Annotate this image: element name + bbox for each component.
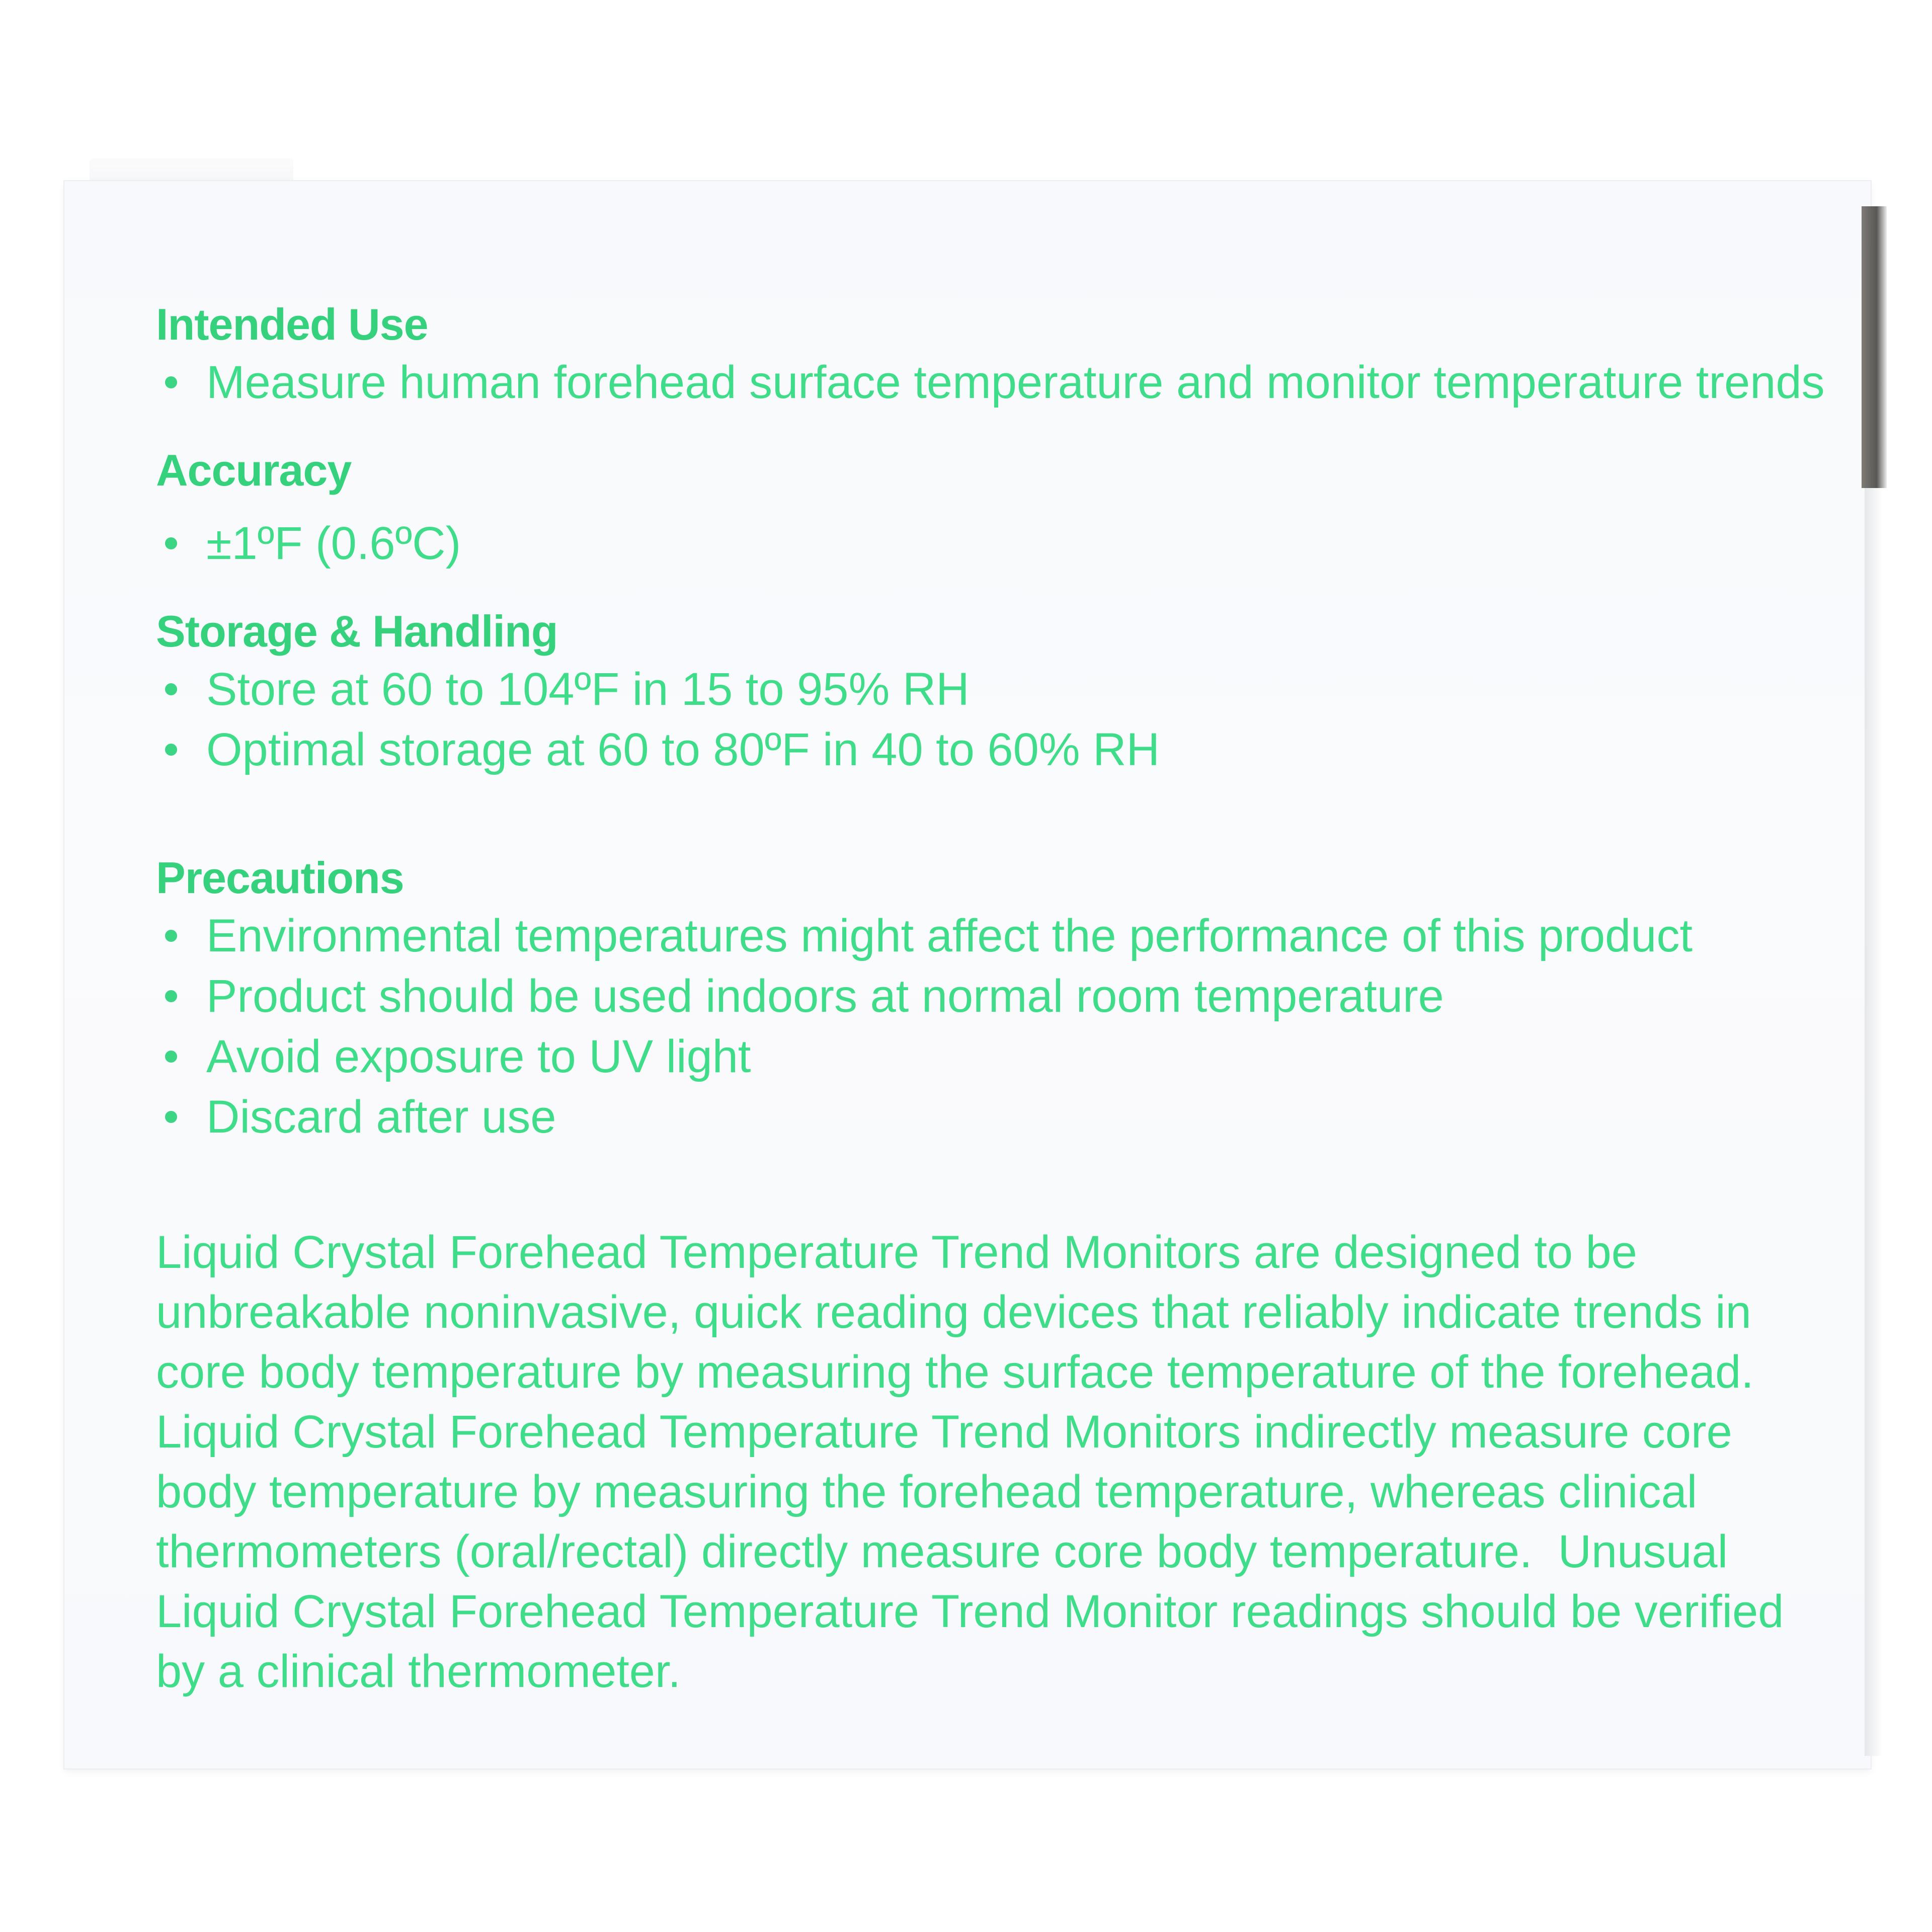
- bullet-item: [156, 659, 1816, 719]
- section-intended-use: [156, 297, 1825, 413]
- section-title: Intended Use: [156, 299, 428, 349]
- box-right-edge-lower: [1865, 488, 1883, 1756]
- paragraph-line: Liquid Crystal Forehead Temperature Trend Monitors are designed to be: [156, 1227, 1637, 1278]
- bullet-text: Avoid exposure to UV light: [206, 1031, 751, 1082]
- bullet-dot-icon: [165, 930, 177, 942]
- bullet-dot-icon: [165, 683, 177, 695]
- paragraph-line: Liquid Crystal Forehead Temperature Trend Monitors indirectly measure core: [156, 1406, 1732, 1458]
- bullet-dot-icon: [165, 744, 177, 756]
- section-storage-handling: [156, 604, 1816, 780]
- bullet-dot-icon: [165, 1051, 177, 1063]
- bullet-list: [156, 352, 1825, 413]
- section-accuracy: [156, 443, 1816, 574]
- bullet-list: [156, 659, 1816, 780]
- section-title: Accuracy: [156, 445, 352, 495]
- paragraph-line: by a clinical thermometer.: [156, 1646, 681, 1697]
- bullet-item: [156, 1026, 1816, 1087]
- section-precautions: [156, 850, 1816, 1147]
- box-right-edge: [1862, 206, 1887, 488]
- bullet-item: [156, 352, 1825, 413]
- description-paragraph: [156, 1223, 1784, 1702]
- bullet-text: Optimal storage at 60 to 80ºF in 40 to 60% RH: [206, 724, 1160, 775]
- paragraph-line: unbreakable noninvasive, quick reading devices that reliably indicate trends in: [156, 1286, 1751, 1338]
- bullet-dot-icon: [165, 1111, 177, 1123]
- bullet-text: Measure human forehead surface temperature and monitor temperature trends: [206, 357, 1825, 408]
- bullet-text: Environmental temperatures might affect the performance of this product: [206, 910, 1693, 961]
- section-title: Precautions: [156, 853, 404, 903]
- bullet-item: [156, 906, 1816, 966]
- paragraph-line: body temperature by measuring the forehead temperature, whereas clinical: [156, 1466, 1698, 1517]
- bullet-item: [156, 1087, 1816, 1147]
- bullet-item: [156, 513, 1816, 574]
- paragraph-line: thermometers (oral/rectal) directly measure core body temperature. Unusual: [156, 1526, 1728, 1577]
- bullet-text: Discard after use: [206, 1091, 556, 1143]
- bullet-dot-icon: [165, 990, 177, 1002]
- bullet-item: [156, 719, 1816, 780]
- bullet-text: ±1ºF (0.6ºC): [206, 518, 461, 569]
- section-title: Storage & Handling: [156, 606, 558, 656]
- bullet-list: [156, 906, 1816, 1147]
- bullet-text: Store at 60 to 104ºF in 15 to 95% RH: [206, 664, 970, 715]
- paragraph-line: Liquid Crystal Forehead Temperature Trend Monitor readings should be verified: [156, 1586, 1784, 1637]
- bullet-text: Product should be used indoors at normal room temperature: [206, 971, 1444, 1022]
- bullet-item: [156, 966, 1816, 1026]
- bullet-dot-icon: [165, 376, 177, 388]
- label-text: [156, 297, 1825, 1702]
- bullet-dot-icon: [165, 537, 177, 549]
- bullet-list: [156, 513, 1816, 574]
- paragraph-line: core body temperature by measuring the surface temperature of the forehead.: [156, 1346, 1754, 1398]
